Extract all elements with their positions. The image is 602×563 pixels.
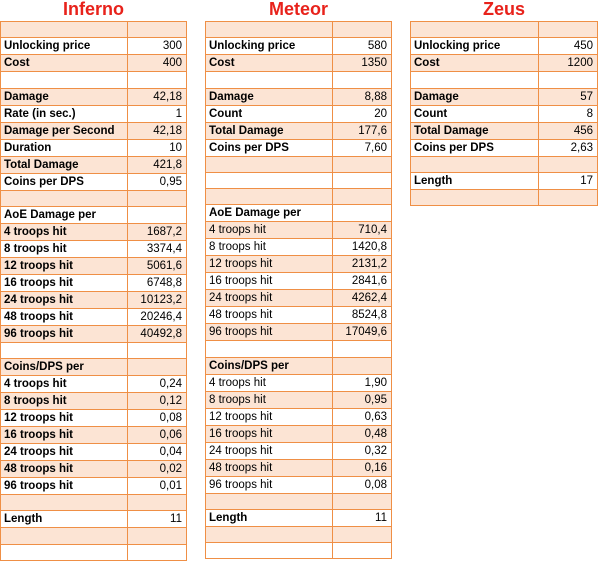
row-label: 4 troops hit — [206, 222, 333, 239]
row-label: 8 troops hit — [1, 240, 128, 257]
table-row — [206, 222, 392, 239]
table-row — [411, 189, 598, 205]
row-label: 96 troops hit — [206, 476, 333, 493]
row-label — [411, 189, 539, 205]
meteor-table — [205, 0, 392, 524]
table-title: Meteor — [268, 0, 328, 19]
row-label — [206, 172, 333, 188]
row-value: 2131,2 — [333, 256, 392, 273]
row-label — [411, 72, 539, 88]
row-value: 0,04 — [128, 444, 187, 461]
table-row — [206, 526, 392, 542]
row-label — [1, 528, 128, 544]
table-title: Zeus — [482, 0, 525, 19]
row-value: 6748,8 — [128, 274, 187, 291]
row-value — [333, 526, 392, 542]
row-label: 48 troops hit — [206, 307, 333, 324]
table-row — [1, 359, 187, 376]
row-value — [333, 543, 392, 559]
row-label: 48 troops hit — [1, 308, 128, 325]
row-value: 1687,2 — [128, 223, 187, 240]
table-row — [411, 156, 598, 172]
inferno-table — [0, 0, 187, 526]
row-value — [333, 205, 392, 222]
table-row — [1, 461, 187, 478]
row-value: 710,4 — [333, 222, 392, 239]
row-label: Length — [1, 511, 128, 528]
row-label — [1, 544, 128, 560]
row-value — [128, 72, 187, 88]
row-value: 2841,6 — [333, 273, 392, 290]
table-row — [1, 55, 187, 72]
row-label: Total Damage — [1, 156, 128, 173]
row-label: 12 troops hit — [1, 410, 128, 427]
row-value: 0,08 — [128, 410, 187, 427]
row-label — [206, 526, 333, 542]
table-row — [1, 122, 187, 139]
row-value: 177,6 — [333, 122, 392, 139]
row-value: 0,95 — [128, 173, 187, 190]
row-label — [206, 543, 333, 559]
row-label: 8 troops hit — [206, 391, 333, 408]
row-label — [206, 493, 333, 509]
row-label: Count — [206, 105, 333, 122]
row-label: 48 troops hit — [1, 461, 128, 478]
row-label — [1, 22, 128, 38]
row-label: Coins/DPS per — [1, 359, 128, 376]
table-row — [206, 543, 392, 559]
table-row — [1, 240, 187, 257]
row-value — [333, 72, 392, 88]
row-value — [539, 156, 598, 172]
table-row — [206, 205, 392, 222]
row-value: 20246,4 — [128, 308, 187, 325]
table-row — [206, 105, 392, 122]
row-label: 4 troops hit — [1, 223, 128, 240]
row-value: 42,18 — [128, 122, 187, 139]
table-row — [1, 342, 187, 358]
table-row — [411, 55, 598, 72]
row-value: 2,63 — [539, 139, 598, 156]
table-row — [1, 544, 187, 560]
row-label: Cost — [411, 55, 539, 72]
row-value — [128, 190, 187, 206]
table-row — [1, 528, 187, 544]
zeus-table — [410, 0, 598, 187]
row-label: Total Damage — [206, 122, 333, 139]
row-label: 4 troops hit — [206, 374, 333, 391]
row-label — [1, 342, 128, 358]
row-label: Coins per DPS — [411, 139, 539, 156]
table-row — [206, 442, 392, 459]
table-row — [206, 408, 392, 425]
row-value: 300 — [128, 38, 187, 55]
row-value: 0,06 — [128, 427, 187, 444]
row-label: 12 troops hit — [206, 408, 333, 425]
table-row — [1, 410, 187, 427]
row-label: 4 troops hit — [1, 376, 128, 393]
table-row — [411, 122, 598, 139]
table-row — [206, 391, 392, 408]
row-value: 456 — [539, 122, 598, 139]
row-value — [333, 357, 392, 374]
row-value — [128, 359, 187, 376]
row-label: 24 troops hit — [206, 290, 333, 307]
row-label: 24 troops hit — [206, 442, 333, 459]
row-label: Length — [411, 172, 539, 189]
row-label: 8 troops hit — [1, 393, 128, 410]
row-value: 0,24 — [128, 376, 187, 393]
row-value: 8 — [539, 105, 598, 122]
row-value: 580 — [333, 38, 392, 55]
table-row — [206, 55, 392, 72]
table-row — [1, 308, 187, 325]
row-label — [206, 22, 333, 38]
table-row — [206, 341, 392, 357]
table-row — [206, 509, 392, 526]
row-label — [411, 156, 539, 172]
table-row — [206, 307, 392, 324]
row-label: 24 troops hit — [1, 444, 128, 461]
row-label: Rate (in sec.) — [1, 105, 128, 122]
row-value — [333, 341, 392, 357]
row-value: 450 — [539, 38, 598, 55]
row-label: 8 troops hit — [206, 239, 333, 256]
row-label: Duration — [1, 139, 128, 156]
row-label — [411, 22, 539, 38]
table-row — [411, 38, 598, 55]
row-label: 16 troops hit — [206, 273, 333, 290]
row-value: 0,01 — [128, 478, 187, 495]
row-value — [128, 544, 187, 560]
table-row — [206, 156, 392, 172]
table-row — [1, 72, 187, 88]
row-value: 1 — [128, 105, 187, 122]
row-value: 10 — [128, 139, 187, 156]
row-value: 0,12 — [128, 393, 187, 410]
row-value — [333, 22, 392, 38]
row-value: 0,02 — [128, 461, 187, 478]
table-row — [1, 139, 187, 156]
table-row — [206, 290, 392, 307]
row-value: 57 — [539, 88, 598, 105]
table-row — [206, 38, 392, 55]
table-row — [1, 291, 187, 308]
row-value: 1,90 — [333, 374, 392, 391]
table-row — [1, 38, 187, 55]
table-row — [206, 357, 392, 374]
table-row — [1, 495, 187, 511]
row-value: 10123,2 — [128, 291, 187, 308]
row-value: 42,18 — [128, 88, 187, 105]
table-row — [1, 190, 187, 206]
table-row — [411, 22, 598, 38]
table-row — [411, 105, 598, 122]
row-value — [128, 528, 187, 544]
row-value: 20 — [333, 105, 392, 122]
row-label — [206, 341, 333, 357]
row-label — [206, 72, 333, 88]
row-value: 0,32 — [333, 442, 392, 459]
table-row — [206, 324, 392, 341]
row-value — [333, 493, 392, 509]
table-row — [1, 173, 187, 190]
row-value — [333, 156, 392, 172]
table-row — [1, 257, 187, 274]
row-value: 17 — [539, 172, 598, 189]
row-value: 0,63 — [333, 408, 392, 425]
row-value: 8524,8 — [333, 307, 392, 324]
row-label: 48 troops hit — [206, 459, 333, 476]
row-label: Total Damage — [411, 122, 539, 139]
row-value — [128, 22, 187, 38]
row-label — [206, 189, 333, 205]
row-value: 8,88 — [333, 88, 392, 105]
row-value — [539, 72, 598, 88]
row-label: AoE Damage per — [206, 205, 333, 222]
row-value: 1200 — [539, 55, 598, 72]
table-row — [206, 256, 392, 273]
row-label: 16 troops hit — [206, 425, 333, 442]
row-label: 96 troops hit — [1, 478, 128, 495]
table-row — [206, 172, 392, 188]
table-row — [206, 425, 392, 442]
row-value — [128, 206, 187, 223]
row-label: Damage per Second — [1, 122, 128, 139]
row-label: 12 troops hit — [1, 257, 128, 274]
row-value: 0,16 — [333, 459, 392, 476]
row-label — [1, 190, 128, 206]
row-label: 12 troops hit — [206, 256, 333, 273]
table-row — [206, 122, 392, 139]
table-row — [411, 172, 598, 189]
table-row — [411, 88, 598, 105]
row-label: Cost — [206, 55, 333, 72]
table-row — [206, 22, 392, 38]
table-row — [1, 105, 187, 122]
row-value — [539, 189, 598, 205]
row-label: Unlocking price — [411, 38, 539, 55]
table-row — [1, 393, 187, 410]
table-row — [1, 22, 187, 38]
table-title: Inferno — [63, 0, 124, 19]
row-value: 4262,4 — [333, 290, 392, 307]
row-value: 0,48 — [333, 425, 392, 442]
row-label — [1, 495, 128, 511]
table-row — [206, 273, 392, 290]
stats-grid — [410, 21, 598, 206]
table-row — [206, 374, 392, 391]
row-label — [1, 72, 128, 88]
stats-grid — [205, 21, 392, 559]
row-value — [128, 342, 187, 358]
table-row — [1, 511, 187, 528]
row-label — [206, 156, 333, 172]
row-value: 11 — [333, 509, 392, 526]
row-value: 17049,6 — [333, 324, 392, 341]
row-label: 16 troops hit — [1, 274, 128, 291]
table-row — [1, 88, 187, 105]
table-row — [206, 72, 392, 88]
table-row — [1, 376, 187, 393]
row-value: 7,60 — [333, 139, 392, 156]
row-label: AoE Damage per — [1, 206, 128, 223]
row-label: Damage — [411, 88, 539, 105]
row-value: 0,08 — [333, 476, 392, 493]
table-row — [1, 325, 187, 342]
row-label: 96 troops hit — [1, 325, 128, 342]
table-row — [1, 156, 187, 173]
table-row — [1, 427, 187, 444]
row-label: Damage — [1, 88, 128, 105]
table-row — [206, 189, 392, 205]
table-row — [1, 206, 187, 223]
row-label: 16 troops hit — [1, 427, 128, 444]
row-value: 11 — [128, 511, 187, 528]
table-row — [411, 139, 598, 156]
row-label: Coins per DPS — [206, 139, 333, 156]
table-row — [1, 274, 187, 291]
row-value: 0,95 — [333, 391, 392, 408]
row-value: 40492,8 — [128, 325, 187, 342]
table-row — [206, 239, 392, 256]
row-label: Cost — [1, 55, 128, 72]
table-row — [206, 459, 392, 476]
table-row — [206, 88, 392, 105]
row-label: Count — [411, 105, 539, 122]
row-label: Length — [206, 509, 333, 526]
table-row — [206, 476, 392, 493]
row-value: 3374,4 — [128, 240, 187, 257]
row-value: 1420,8 — [333, 239, 392, 256]
table-row — [411, 72, 598, 88]
row-value — [333, 172, 392, 188]
table-row — [206, 493, 392, 509]
table-row — [1, 223, 187, 240]
row-label: 24 troops hit — [1, 291, 128, 308]
table-row — [206, 139, 392, 156]
row-value: 5061,6 — [128, 257, 187, 274]
row-label: Unlocking price — [1, 38, 128, 55]
row-value — [128, 495, 187, 511]
row-label: Coins per DPS — [1, 173, 128, 190]
row-value: 1350 — [333, 55, 392, 72]
stats-grid — [0, 21, 187, 561]
row-value — [333, 189, 392, 205]
table-row — [1, 444, 187, 461]
row-value: 400 — [128, 55, 187, 72]
row-value — [539, 22, 598, 38]
table-row — [1, 478, 187, 495]
row-label: Coins/DPS per — [206, 357, 333, 374]
row-label: Unlocking price — [206, 38, 333, 55]
row-label: 96 troops hit — [206, 324, 333, 341]
row-value: 421,8 — [128, 156, 187, 173]
row-label: Damage — [206, 88, 333, 105]
